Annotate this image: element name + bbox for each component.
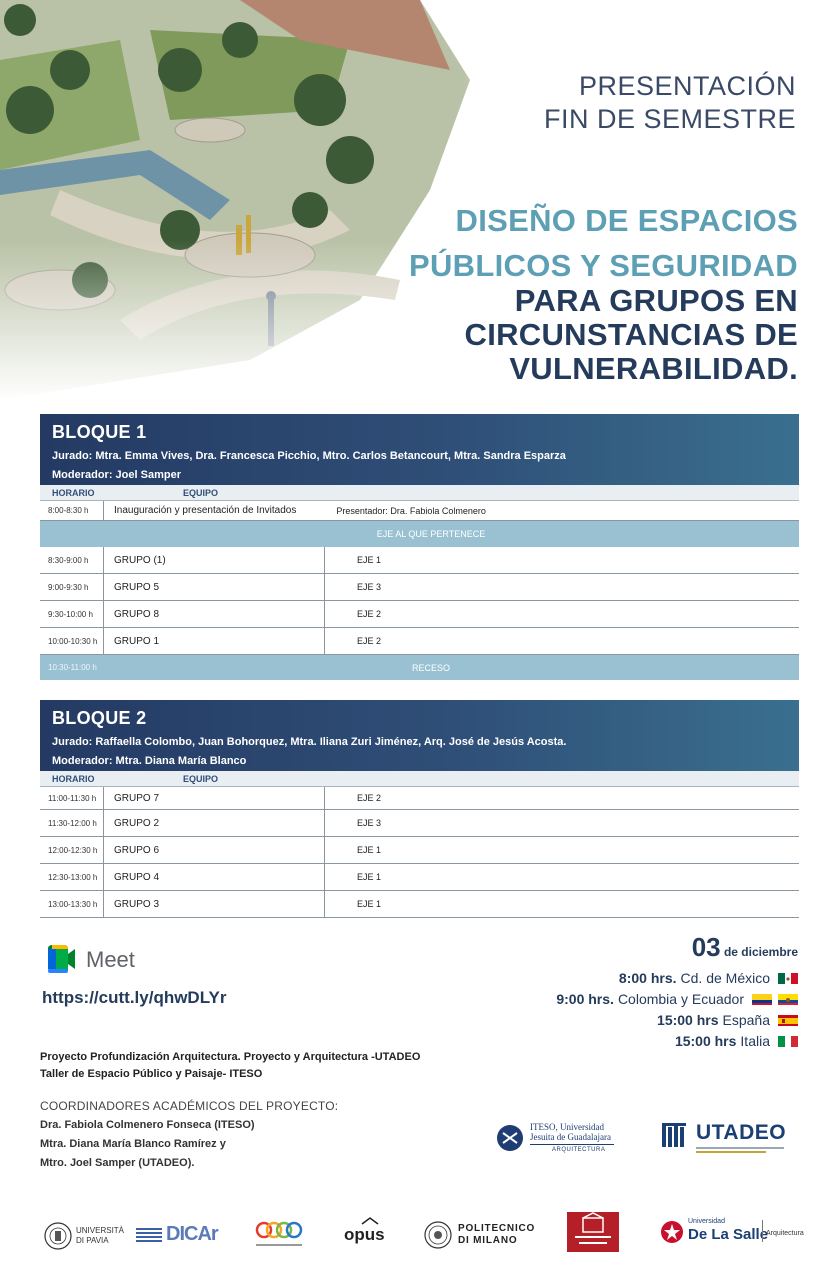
break-label: RECESO [411, 662, 450, 673]
meet-link[interactable]: https://cutt.ly/qhwDLYr [42, 988, 227, 1007]
row-time: 11:00-11:30 h [48, 793, 97, 803]
event-date [556, 932, 798, 967]
schedule-block-2 [40, 700, 799, 918]
tz-time: 15:00 hrs [657, 1011, 719, 1028]
polimi-seal-icon [424, 1221, 452, 1249]
presentation-line-1: PRESENTACIÓN [578, 71, 796, 101]
iteso-name-line-2: Jesuita de Guadalajara [530, 1132, 611, 1142]
meet-badge [44, 941, 344, 981]
lasalle-line-2: De La Salle [688, 1226, 769, 1243]
row-team: GRUPO 3 [103, 891, 324, 917]
tz-place: Cd. de México [680, 969, 770, 986]
iteso-emblem-icon [496, 1124, 524, 1152]
colombia-flag-icon [752, 993, 772, 1005]
tz-place: Colombia y Ecuador [617, 990, 744, 1007]
coordinators-list [40, 1116, 255, 1173]
crest-icon [567, 1212, 619, 1252]
table-row [40, 628, 799, 655]
row-time: 9:30-10:00 h [48, 609, 93, 619]
table-row [40, 891, 799, 918]
meet-label: Meet [86, 947, 135, 972]
polimi-line-1: POLITECNICO [458, 1223, 536, 1234]
row-axis: EJE 1 [324, 891, 799, 917]
iteso-logo [496, 1120, 626, 1158]
coordinator-name: Mtra. Diana María Blanco Ramírez y [40, 1138, 226, 1150]
coordinators-title: COORDINADORES ACADÉMICOS DEL PROYECTO: [40, 1099, 339, 1113]
block-1-header [40, 414, 799, 485]
tz-place: España [722, 1011, 770, 1028]
block-2-title: BLOQUE 2 [52, 708, 147, 728]
opus-logo [344, 1216, 388, 1250]
row-axis: EJE 1 [324, 864, 799, 890]
table-row [40, 601, 799, 628]
row-axis: EJE 1 [324, 547, 799, 573]
table-row [40, 810, 799, 837]
row-team: GRUPO (1) [103, 547, 324, 573]
row-axis: EJE 1 [324, 837, 799, 863]
pavia-logo [44, 1220, 124, 1252]
block-2-header [40, 700, 799, 771]
coordinator-name: Mtro. Joel Samper (UTADEO). [40, 1157, 195, 1169]
date-day: 03 [691, 932, 721, 962]
column-header-team: EQUIPO [183, 487, 219, 498]
timezone-row [556, 988, 798, 1009]
title-line-2: PÚBLICOS Y SEGURIDAD [409, 248, 798, 283]
row-time: 13:00-13:30 h [48, 899, 98, 909]
row-team: GRUPO 5 [103, 574, 324, 600]
utadeo-wordmark: UTADEO [696, 1121, 787, 1144]
break-time: 10:30-11:00 h [48, 663, 97, 672]
block-1-moderator: Moderador: Joel Samper [52, 469, 181, 481]
date-month: de diciembre [723, 945, 798, 959]
row-time: 9:00-9:30 h [48, 582, 89, 592]
timezone-row [556, 1030, 798, 1051]
title-line-3: PARA GRUPOS EN [514, 283, 798, 318]
tz-time: 8:00 hrs. [618, 969, 677, 986]
row-axis: EJE 2 [324, 601, 799, 627]
italy-flag-icon [778, 1035, 798, 1047]
spain-flag-icon [778, 1014, 798, 1026]
presentation-line-2: FIN DE SEMESTRE [543, 104, 796, 134]
row-presenter: Presentador: Dra. Fabiola Colmenero [336, 505, 486, 516]
title-line-1: DISEÑO DE ESPACIOS [455, 203, 798, 238]
row-team: GRUPO 7 [103, 787, 324, 809]
block-2-jury: Jurado: Raffaella Colombo, Juan Bohorquez, Mtra. Iliana Zuri Jiménez, Arq. José de Jesús Acosta. [52, 736, 567, 748]
timezone-row [556, 1009, 798, 1030]
rings-logo [254, 1218, 304, 1252]
project-description [40, 1049, 420, 1083]
row-time: 10:00-10:30 h [48, 636, 98, 646]
hero-illustration [0, 0, 834, 400]
utadeo-logo [662, 1120, 792, 1158]
lasalle-logo [660, 1216, 804, 1252]
date-block [556, 932, 798, 1051]
polimi-logo [424, 1219, 536, 1251]
table-row [40, 547, 799, 574]
iteso-name-line-1: ITESO, Universidad [530, 1122, 604, 1132]
project-line-1: Proyecto Profundización Arquitectura. Proyecto y Arquitectura -UTADEO [40, 1051, 421, 1063]
dicar-logo [136, 1220, 218, 1252]
block-1-column-headers [40, 485, 799, 501]
coordinator-name: Dra. Fabiola Colmenero Fonseca (ITESO) [40, 1119, 255, 1131]
row-time: 12:30-13:00 h [48, 872, 98, 882]
table-row [40, 837, 799, 864]
block-2-column-headers [40, 771, 799, 787]
column-header-team: EQUIPO [183, 773, 219, 784]
google-meet-icon [44, 943, 76, 975]
break-band [40, 655, 799, 680]
column-header-time: HORARIO [52, 487, 95, 498]
block-1-title: BLOQUE 1 [52, 422, 147, 442]
mexico-flag-icon [778, 972, 798, 984]
row-team: GRUPO 4 [103, 864, 324, 890]
lasalle-side-label: Arquitectura [766, 1230, 804, 1237]
dicar-wordmark: DICAr [166, 1223, 218, 1245]
presentation-heading [544, 70, 796, 136]
timezone-row [556, 967, 798, 988]
colored-rings-icon [254, 1218, 304, 1252]
pavia-line-1: UNIVERSITÀ [76, 1226, 125, 1235]
row-axis: EJE 3 [324, 574, 799, 600]
row-axis: EJE 2 [324, 787, 799, 809]
row-time: 8:30-9:00 h [48, 555, 89, 565]
opening-row [40, 501, 799, 521]
row-team: GRUPO 8 [103, 601, 324, 627]
block-1-jury: Jurado: Mtra. Emma Vives, Dra. Francesca Picchio, Mtro. Carlos Betancourt, Mtra. Sandra Esparza [52, 450, 566, 462]
tz-time: 9:00 hrs. [556, 990, 614, 1007]
row-axis: EJE 2 [324, 628, 799, 654]
iteso-subtitle: ARQUITECTURA [552, 1147, 606, 1153]
row-team: Inauguración y presentación de Invitados [103, 501, 336, 520]
row-axis: EJE 3 [324, 810, 799, 836]
table-row [40, 864, 799, 891]
title-line-4: CIRCUNSTANCIAS DE [464, 317, 798, 352]
ecuador-flag-icon [778, 993, 798, 1005]
row-team: GRUPO 2 [103, 810, 324, 836]
tz-place: Italia [740, 1032, 770, 1049]
column-header-time: HORARIO [52, 773, 95, 784]
row-time: 12:00-12:30 h [48, 845, 98, 855]
row-time: 11:30-12:00 h [48, 818, 97, 828]
axis-band [40, 521, 799, 547]
lasalle-star-icon [660, 1220, 684, 1244]
table-row [40, 787, 799, 810]
red-crest-logo [567, 1212, 619, 1252]
lasalle-line-1: Universidad [688, 1218, 725, 1225]
row-team: GRUPO 1 [103, 628, 324, 654]
tz-time: 15:00 hrs [674, 1032, 737, 1049]
table-row [40, 574, 799, 601]
axis-band-label: EJE AL QUE PERTENECE [376, 529, 486, 539]
pavia-seal-icon [44, 1222, 72, 1250]
title-line-5: VULNERABILIDAD. [509, 351, 798, 386]
opus-wordmark: opus [344, 1225, 385, 1244]
project-line-2: Taller de Espacio Público y Paisaje- ITESO [40, 1068, 263, 1080]
block-2-moderator: Moderador: Mtra. Diana María Blanco [52, 755, 247, 767]
row-team: GRUPO 6 [103, 837, 324, 863]
schedule-block-1 [40, 414, 799, 680]
utadeo-emblem-icon [662, 1123, 692, 1147]
row-time: 8:00-8:30 h [48, 506, 89, 515]
pavia-line-2: DI PAVIA [76, 1236, 109, 1245]
polimi-line-2: DI MILANO [458, 1235, 518, 1246]
